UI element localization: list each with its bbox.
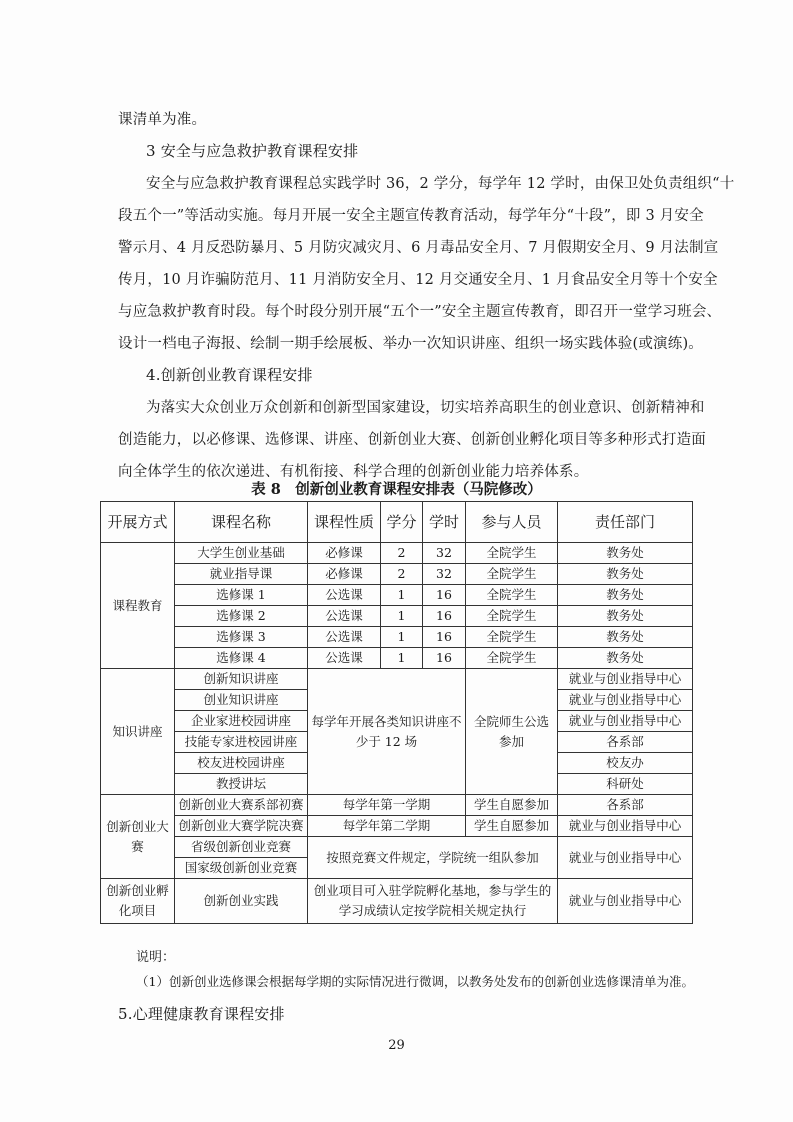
course-name: 大学生创业基础 (175, 543, 308, 564)
lecture-dept: 就业与创业指导中心 (558, 690, 693, 711)
course-participants: 全院学生 (466, 585, 558, 606)
lecture-dept: 校友办 (558, 753, 693, 774)
paragraph-line: 警示月、4 月反恐防暴月、5 月防灾减灾月、6 月毒品安全月、7 月假期安全月、9 月法制宣 (118, 240, 719, 256)
lecture-participants: 全院师生公选参加 (466, 669, 558, 795)
course-credit: 1 (381, 627, 423, 648)
course-hours: 16 (423, 648, 466, 669)
lecture-dept: 就业与创业指导中心 (558, 669, 693, 690)
course-type: 公选课 (308, 585, 381, 606)
course-type: 必修课 (308, 564, 381, 585)
course-hours: 32 (423, 564, 466, 585)
course-name: 选修课 3 (175, 627, 308, 648)
lecture-dept: 各系部 (558, 732, 693, 753)
section-heading-innovation: 4.创新创业教育课程安排 (146, 366, 313, 384)
course-credit: 1 (381, 606, 423, 627)
paragraph-line: 传月，10 月诈骗防范月、11 月消防安全月、12 月交通安全月、1 月食品安全月等十个安全 (118, 272, 718, 288)
paragraph-line: 与应急救护教育时段。每个时段分别开展“五个一”安全主题宣传教育，即召开一堂学习班会、 (118, 304, 722, 320)
course-dept: 教务处 (558, 543, 693, 564)
table-row (101, 543, 693, 564)
section-heading-safety: 3 安全与应急救护教育课程安排 (146, 142, 359, 160)
contest-participants: 学生自愿参加 (466, 816, 558, 837)
course-participants: 全院学生 (466, 564, 558, 585)
paragraph-line: 设计一档电子海报、绘制一期手绘展板、举办一次知识讲座、组织一场实践体验(或演练)。 (118, 336, 704, 352)
course-dept: 教务处 (558, 564, 693, 585)
contest-name: 省级创新创业竞赛 (175, 837, 308, 858)
table-header-row (101, 502, 693, 543)
group-label-incubation: 创新创业孵化项目 (101, 879, 175, 924)
course-credit: 1 (381, 585, 423, 606)
incubation-dept: 就业与创业指导中心 (558, 879, 693, 924)
table-row (101, 606, 693, 627)
contest-dept: 就业与创业指导中心 (558, 816, 693, 837)
course-dept: 教务处 (558, 606, 693, 627)
lecture-name: 创业知识讲座 (175, 690, 308, 711)
header-cell: 课程名称 (175, 502, 308, 543)
course-hours: 16 (423, 627, 466, 648)
lecture-name: 校友进校园讲座 (175, 753, 308, 774)
paragraph-line: 创造能力，以必修课、选修课、讲座、创新创业大赛、创新创业孵化项目等多种形式打造面 (118, 432, 706, 448)
course-type: 公选课 (308, 627, 381, 648)
header-cell: 学分 (381, 502, 423, 543)
course-type: 公选课 (308, 648, 381, 669)
table-caption: 表 8 创新创业教育课程安排表（马院修改） (251, 481, 542, 498)
course-hours: 16 (423, 606, 466, 627)
course-type: 必修课 (308, 543, 381, 564)
group-label-lecture: 知识讲座 (101, 669, 175, 795)
contest-dept: 就业与创业指导中心 (558, 837, 693, 879)
course-hours: 16 (423, 585, 466, 606)
course-name: 就业指导课 (175, 564, 308, 585)
contest-schedule: 每学年第二学期 (308, 816, 466, 837)
course-name: 选修课 2 (175, 606, 308, 627)
contest-dept: 各系部 (558, 795, 693, 816)
incubation-note: 创业项目可入驻学院孵化基地，参与学生的学习成绩认定按学院相关规定执行 (308, 879, 558, 924)
contest-schedule: 每学年第一学期 (308, 795, 466, 816)
lecture-name: 创新知识讲座 (175, 669, 308, 690)
table-row (101, 585, 693, 606)
lecture-name: 企业家进校园讲座 (175, 711, 308, 732)
course-schedule-table (100, 501, 693, 924)
contest-name: 国家级创新创业竞赛 (175, 858, 308, 879)
header-cell: 开展方式 (101, 502, 175, 543)
paragraph-line: 向全体学生的依次递进、有机衔接、科学合理的创新创业能力培养体系。 (118, 464, 589, 480)
page-number: 29 (388, 1038, 405, 1053)
table-row (101, 837, 693, 858)
lecture-dept: 科研处 (558, 774, 693, 795)
course-hours: 32 (423, 543, 466, 564)
course-credit: 1 (381, 648, 423, 669)
course-participants: 全院学生 (466, 543, 558, 564)
notes-label: 说明： (136, 950, 176, 965)
course-name: 选修课 4 (175, 648, 308, 669)
incubation-name: 创新创业实践 (175, 879, 308, 924)
course-credit: 2 (381, 564, 423, 585)
note-item: （1）创新创业选修课会根据每学期的实际情况进行微调，以教务处发布的创新创业选修课清单为准。 (136, 974, 694, 989)
section-heading-mental-health: 5.心理健康教育课程安排 (118, 1005, 285, 1023)
contest-note: 按照竞赛文件规定，学院统一组队参加 (308, 837, 558, 879)
course-participants: 全院学生 (466, 627, 558, 648)
lecture-dept: 就业与创业指导中心 (558, 711, 693, 732)
group-label-course: 课程教育 (101, 543, 175, 669)
contest-name: 创新创业大赛系部初赛 (175, 795, 308, 816)
table-row (101, 669, 693, 690)
table-row (101, 627, 693, 648)
table-row (101, 648, 693, 669)
table-row (101, 795, 693, 816)
course-name: 选修课 1 (175, 585, 308, 606)
lecture-name: 技能专家进校园讲座 (175, 732, 308, 753)
table-row (101, 879, 693, 924)
course-dept: 教务处 (558, 585, 693, 606)
course-participants: 全院学生 (466, 648, 558, 669)
header-cell: 参与人员 (466, 502, 558, 543)
course-participants: 全院学生 (466, 606, 558, 627)
lecture-schedule: 每学年开展各类知识讲座不少于 12 场 (308, 669, 466, 795)
course-dept: 教务处 (558, 627, 693, 648)
paragraph-line: 段五个一”等活动实施。每月开展一安全主题宣传教育活动，每学年分“十段”，即 3 月安全 (118, 208, 704, 224)
table-row (101, 816, 693, 837)
contest-name: 创新创业大赛学院决赛 (175, 816, 308, 837)
contest-participants: 学生自愿参加 (466, 795, 558, 816)
lecture-name: 教授讲坛 (175, 774, 308, 795)
header-cell: 责任部门 (558, 502, 693, 543)
group-label-contest: 创新创业大赛 (101, 795, 175, 879)
paragraph-line: 安全与应急救护教育课程总实践学时 36，2 学分，每学年 12 学时，由保卫处负责组织“十 (146, 176, 735, 192)
course-credit: 2 (381, 543, 423, 564)
table-row (101, 564, 693, 585)
course-type: 公选课 (308, 606, 381, 627)
header-cell: 课程性质 (308, 502, 381, 543)
paragraph-continuation: 课清单为准。 (118, 112, 207, 128)
course-dept: 教务处 (558, 648, 693, 669)
header-cell: 学时 (423, 502, 466, 543)
paragraph-line: 为落实大众创业万众创新和创新型国家建设，切实培养高职生的创业意识、创新精神和 (146, 400, 705, 416)
